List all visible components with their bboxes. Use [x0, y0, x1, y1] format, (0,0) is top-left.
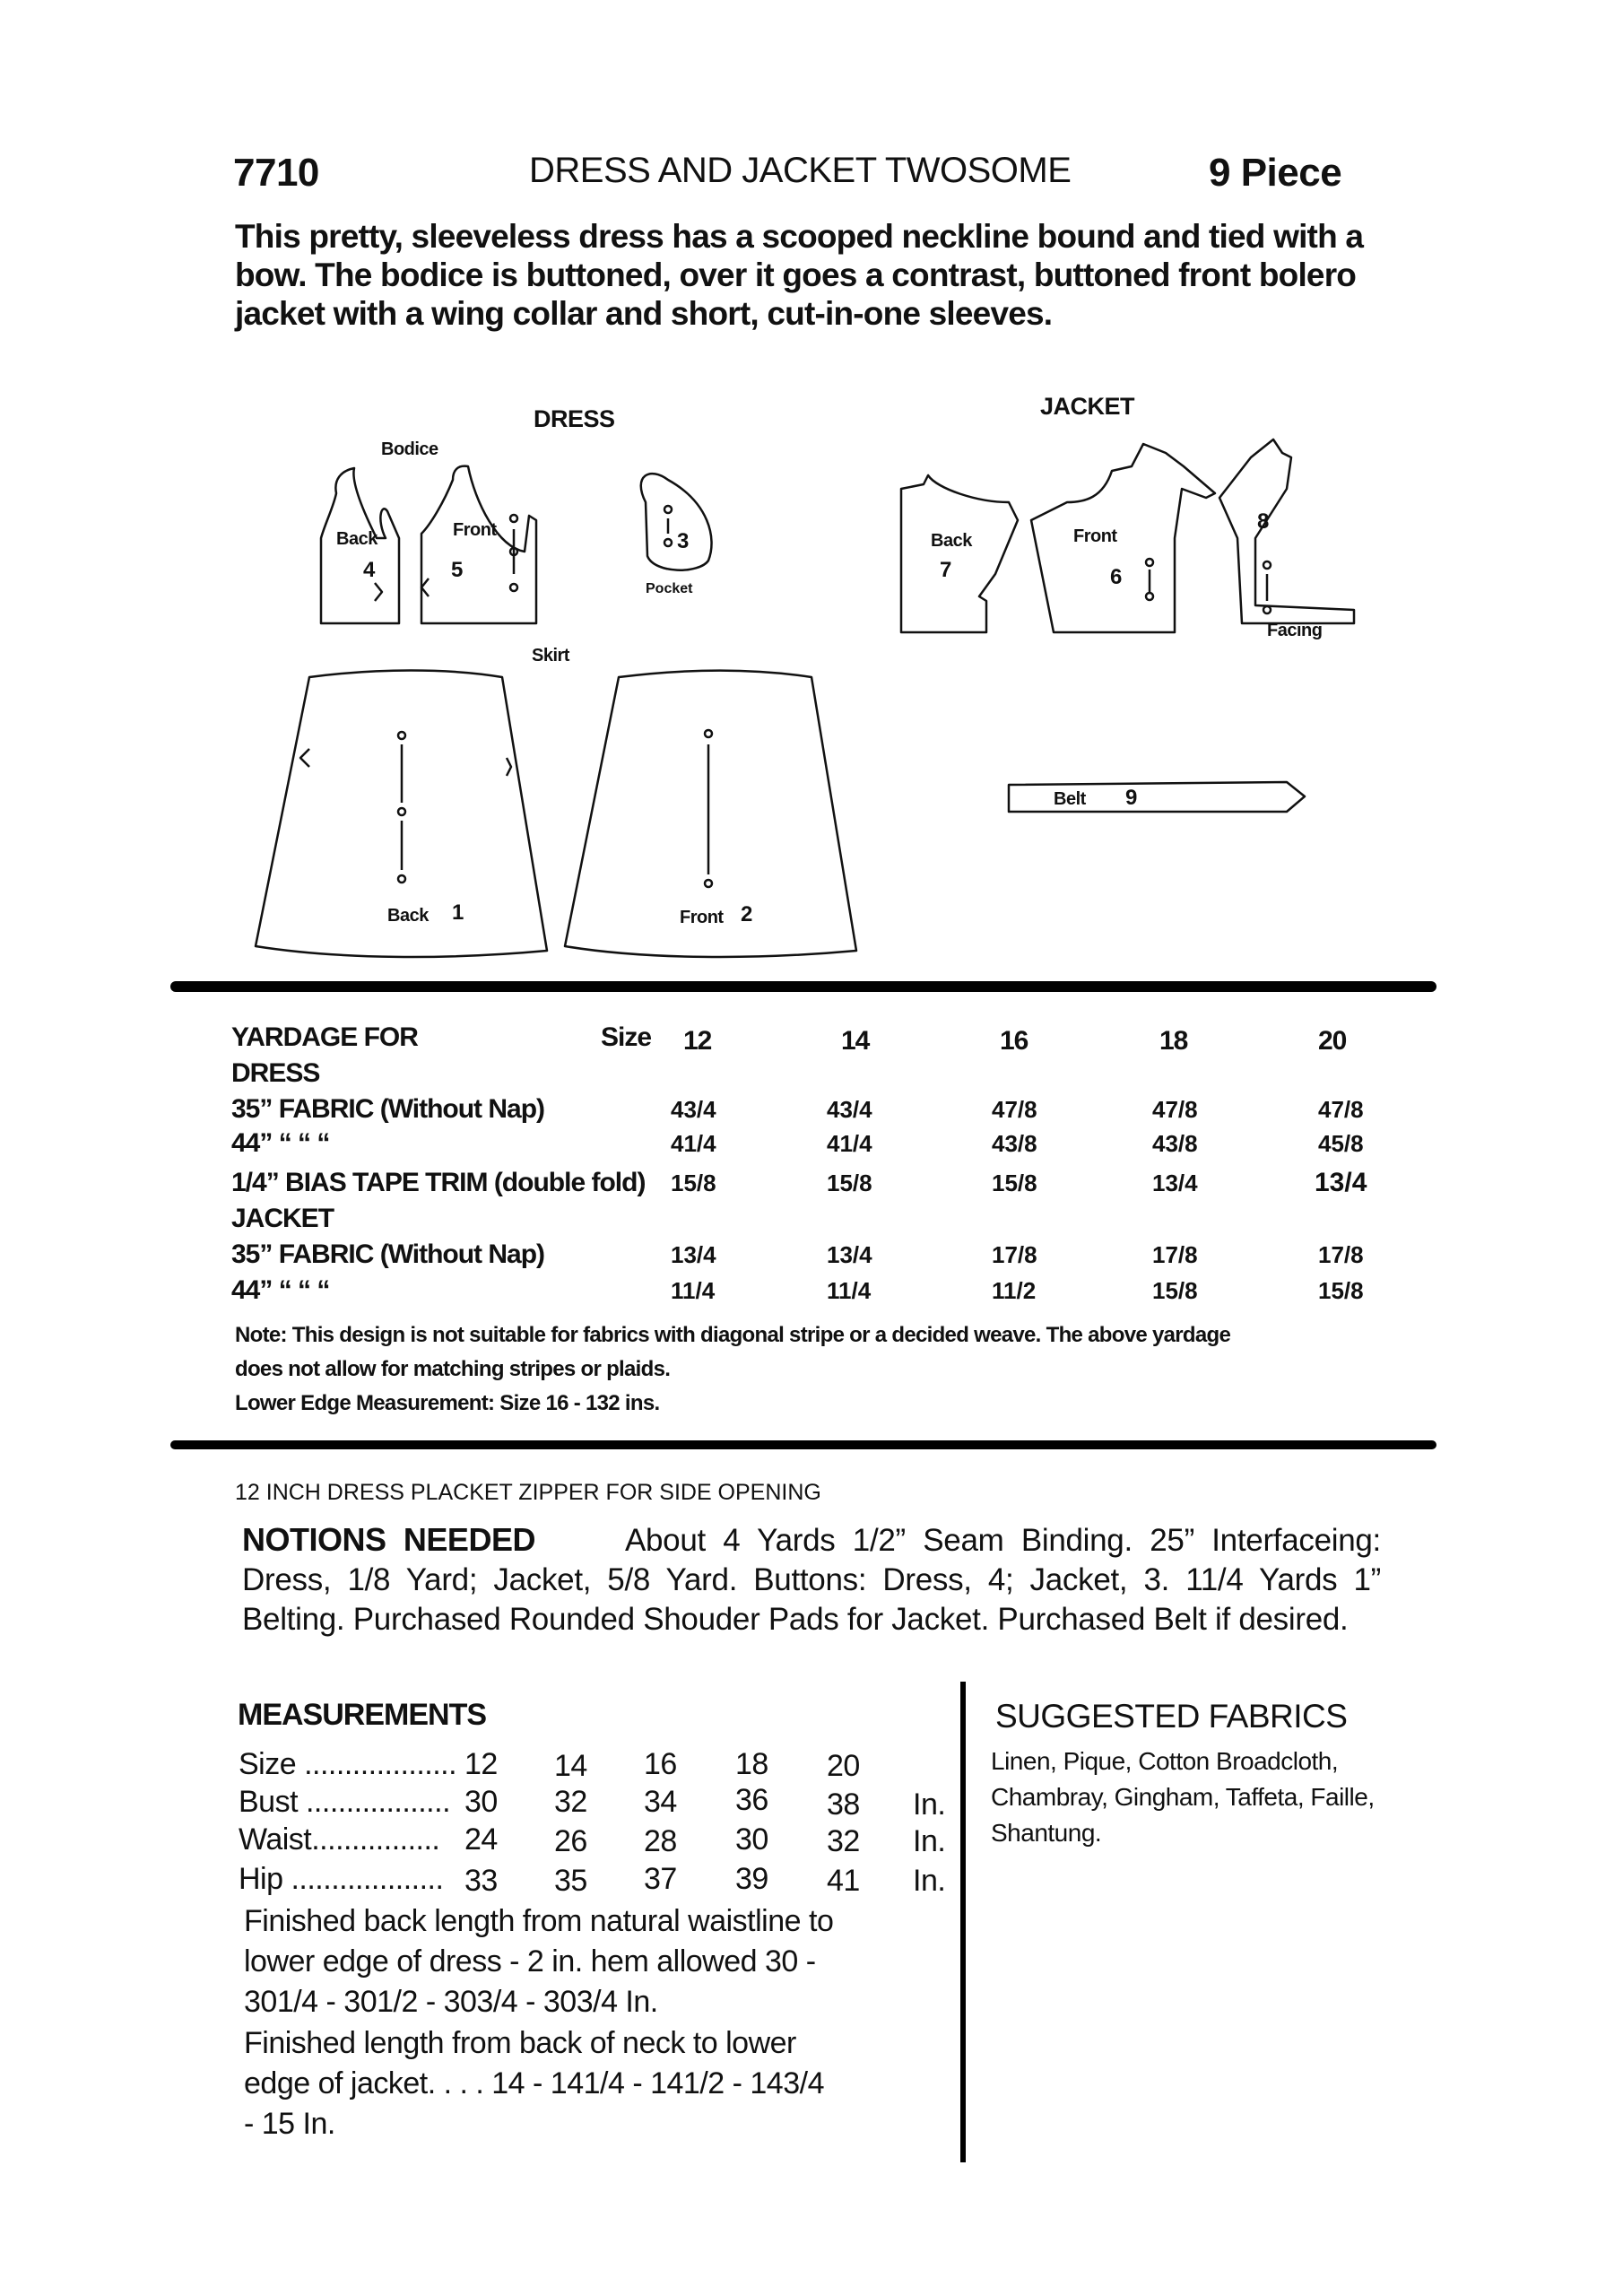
yardage-size-12: 12 [683, 1026, 712, 1056]
size-label: Size [601, 1022, 652, 1052]
jacket-label: JACKET [1040, 393, 1135, 420]
measurement-row-label: Hip ................... [239, 1862, 444, 1896]
bodice-front-number: 5 [451, 558, 463, 582]
measurement-cell: 28 [644, 1824, 677, 1858]
notions-text: About 4 Yards 1/2” Seam Binding. 25” Interfaceing: Dress, 1/8 Yard; Jacket, 5/8 Yard. Buttons: Dress, 4; Jacket, 3. 11/4 Yards 1” Belting. Purchased Rounded Shouder Pads for Jacket. Purchased Belt if desired. [242, 1523, 1381, 1637]
yardage-note-line-2: does not allow for matching stripes or plaids. [235, 1357, 671, 1381]
measurement-cell: 32 [554, 1785, 587, 1819]
yardage-cell: 47/8 [992, 1096, 1037, 1123]
suggested-fabrics-list: Linen, Pique, Cotton Broadcloth, Chambray, Gingham, Taffeta, Faille, Shantung. [991, 1747, 1375, 1847]
skirt-back-number: 1 [452, 900, 464, 925]
yardage-cell: 11/4 [827, 1277, 872, 1304]
measurement-cell: 33 [464, 1864, 498, 1898]
yardage-note-line-1: Note: This design is not suitable for fabrics with diagonal stripe or a decided weave. The above yardage [235, 1323, 1231, 1347]
measurement-cell: 38 [827, 1787, 860, 1822]
yardage-cell: 11/4 [671, 1277, 716, 1304]
piece-count: 9 Piece [1209, 151, 1342, 195]
yardage-cell: 13/4 [1152, 1170, 1198, 1196]
measurement-cell: 12 [464, 1747, 498, 1781]
measurement-unit: In. [913, 1864, 946, 1898]
yardage-cell: 15/8 [1152, 1277, 1198, 1304]
belt-name: Belt [1054, 789, 1086, 809]
jacket-length-note: Finished length from back of neck to lower edge of jacket. . . . 14 - 141/4 - 141/2 - 143/4 - 15 In. [244, 2026, 824, 2141]
yardage-size-16: 16 [1000, 1026, 1028, 1056]
yardage-title: YARDAGE FOR [231, 1022, 418, 1052]
yardage-cell: 43/8 [1152, 1130, 1198, 1157]
yardage-row-label: 44” “ “ “ [231, 1128, 330, 1158]
measurements-heading: MEASUREMENTS [238, 1698, 487, 1732]
yardage-row-label: 44” “ “ “ [231, 1275, 330, 1305]
measurement-cell: 30 [464, 1785, 498, 1819]
measurement-unit: In. [913, 1787, 946, 1822]
lower-edge-measurement: Lower Edge Measurement: Size 16 - 132 ins. [235, 1391, 660, 1415]
yardage-size-14: 14 [841, 1026, 870, 1056]
yardage-cell: 13/4 [1315, 1168, 1367, 1197]
bodice-back-name: Back [336, 529, 378, 549]
measurement-cell: 24 [464, 1822, 498, 1857]
facing-piece [1219, 439, 1354, 623]
yardage-cell: 45/8 [1318, 1130, 1364, 1157]
measurement-cell: 14 [554, 1749, 587, 1783]
suggested-fabrics-heading: SUGGESTED FABRICS [995, 1698, 1348, 1735]
bodice-front-name: Front [453, 520, 497, 540]
notions-heading: NOTIONS NEEDED [242, 1521, 535, 1558]
facing-name: Facing [1267, 621, 1323, 640]
yardage-cell: 47/8 [1152, 1096, 1198, 1123]
measurement-cell: 35 [554, 1864, 587, 1898]
measurement-cell: 37 [644, 1862, 677, 1896]
measurement-cell: 32 [827, 1824, 860, 1858]
bodice-front-piece [421, 466, 536, 623]
skirt-front-name: Front [680, 908, 724, 927]
yardage-row-label: 1/4” BIAS TAPE TRIM (double fold) [231, 1168, 646, 1197]
jacket-front-number: 6 [1110, 565, 1122, 589]
jacket-back-number: 7 [940, 558, 951, 582]
yardage-cell: 15/8 [827, 1170, 872, 1196]
measurement-cell: 39 [735, 1862, 768, 1896]
skirt-front-number: 2 [741, 902, 752, 926]
yardage-cell: 17/8 [1152, 1241, 1198, 1268]
measurement-unit: In. [913, 1824, 946, 1858]
jacket-back-piece [901, 475, 1018, 632]
jacket-front-piece [1031, 444, 1215, 632]
measurement-row-label: Size ................... [239, 1747, 457, 1781]
measurement-cell: 34 [644, 1785, 677, 1819]
bodice-label: Bodice [381, 439, 438, 459]
pattern-pieces-diagram [0, 0, 1623, 987]
yardage-cell: 15/8 [1318, 1277, 1364, 1304]
facing-number: 8 [1257, 509, 1269, 534]
yardage-cell: 43/4 [671, 1096, 716, 1123]
yardage-size-20: 20 [1318, 1026, 1347, 1056]
pocket-name: Pocket [646, 581, 693, 596]
measurement-cell: 18 [735, 1747, 768, 1781]
yardage-cell: 41/4 [671, 1130, 716, 1157]
skirt-label: Skirt [532, 646, 569, 665]
yardage-cell: 13/4 [827, 1241, 872, 1268]
measurement-row-label: Bust .................. [239, 1785, 451, 1819]
pocket-piece [641, 474, 712, 570]
yardage-row-label: 35” FABRIC (Without Nap) [231, 1239, 545, 1269]
yardage-cell: 43/4 [827, 1096, 872, 1123]
jacket-front-name: Front [1073, 526, 1117, 546]
skirt-back-name: Back [387, 906, 429, 926]
measurement-cell: 16 [644, 1747, 677, 1781]
jacket-back-name: Back [931, 531, 972, 551]
pattern-description: This pretty, sleeveless dress has a scooped neckline bound and tied with a bow. The bodice is buttoned, over it goes a contrast, buttoned front bolero jacket with a wing collar and short, cut-in-one sleeves. [235, 218, 1364, 332]
yardage-cell: 17/8 [992, 1241, 1037, 1268]
belt-number: 9 [1125, 786, 1137, 810]
yardage-cell: 47/8 [1318, 1096, 1364, 1123]
measurement-cell: 26 [554, 1824, 587, 1858]
dress-section-label: DRESS [231, 1058, 320, 1088]
zipper-requirement: 12 INCH DRESS PLACKET ZIPPER FOR SIDE OPENING [235, 1480, 821, 1505]
measurement-cell: 41 [827, 1864, 860, 1898]
notions-section [242, 1520, 1381, 1639]
yardage-cell: 15/8 [992, 1170, 1037, 1196]
yardage-cell: 41/4 [827, 1130, 872, 1157]
jacket-section-label: JACKET [231, 1204, 334, 1233]
yardage-size-18: 18 [1159, 1026, 1188, 1056]
dress-label: DRESS [534, 405, 615, 432]
measurement-cell: 20 [827, 1749, 860, 1783]
pattern-title: DRESS AND JACKET TWOSOME [529, 151, 1072, 190]
bodice-back-dart [375, 583, 382, 601]
measurement-cell: 30 [735, 1822, 768, 1857]
yardage-cell: 43/8 [992, 1130, 1037, 1157]
measurement-row-label: Waist................ [239, 1822, 440, 1857]
pattern-number: 7710 [233, 151, 319, 195]
back-length-note: Finished back length from natural waistline to lower edge of dress - 2 in. hem allowed 30 - 301/4 - 301/2 - 303/4 - 303/4 In. [244, 1904, 834, 2019]
yardage-cell: 15/8 [671, 1170, 716, 1196]
yardage-cell: 11/2 [992, 1277, 1037, 1304]
yardage-cell: 17/8 [1318, 1241, 1364, 1268]
yardage-row-label: 35” FABRIC (Without Nap) [231, 1094, 545, 1124]
pocket-number: 3 [677, 529, 689, 553]
measurement-cell: 36 [735, 1783, 768, 1817]
divider-bottom [170, 1440, 1436, 1449]
divider-top [170, 981, 1436, 992]
yardage-cell: 13/4 [671, 1241, 716, 1268]
column-divider [960, 1682, 966, 2162]
bodice-back-number: 4 [363, 558, 375, 582]
